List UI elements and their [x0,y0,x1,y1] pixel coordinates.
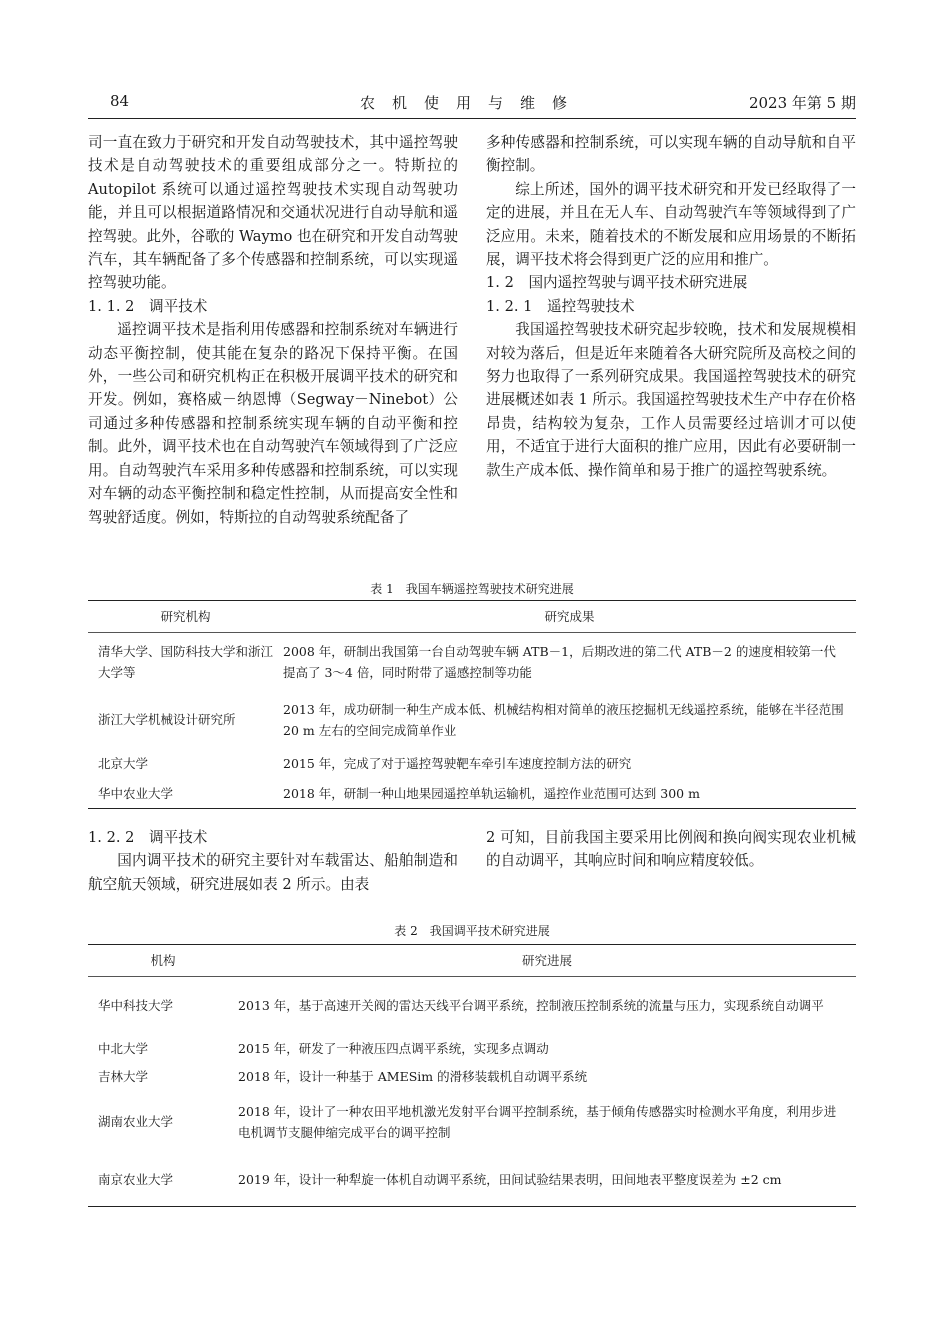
table-cell: 2018 年，设计一种基于 AMESim 的滑移装载机自动调平系统 [238,1069,588,1084]
table-cell: 2015 年，研发了一种液压四点调平系统，实现多点调动 [238,1041,549,1056]
table-row [88,1063,856,1091]
subsection-heading: 1. 2. 1 遥控驾驶技术 [486,297,635,315]
table2 [88,944,856,1207]
table1-caption: 表 1 我国车辆遥控驾驶技术研究进展 [370,582,574,596]
table-header-cell: 研究进展 [238,945,856,977]
table-cell: 湖南农业大学 [98,1114,174,1129]
table-row [88,1091,856,1153]
table-header-cell: 研究机构 [88,601,283,633]
table-header-cell: 机构 [88,945,238,977]
table-row [88,1035,856,1063]
paragraph: 2 可知，目前我国主要采用比例阀和换向阀实现农业机械的自动调平，其响应时间和响应精度较低。 [486,829,856,870]
table-row [88,977,856,1035]
table-row [88,633,856,691]
header-rule [88,118,856,119]
table-cell: 清华大学、国防科技大学和浙江大学等 [98,643,274,680]
table-row [88,749,856,779]
lower-right-column [486,826,856,873]
issue-label: 2023 年第 5 期 [748,94,856,112]
table-row [88,691,856,749]
table-cell: 2019 年，设计一种犁旋一体机自动调平系统，田间试验结果表明，田间地表平整度误差为 ±2 cm [238,1171,782,1187]
paragraph: 综上所述，国外的调平技术研究和开发已经取得了一定的进展，并且在无人车、自动驾驶汽车等领域得到了广泛应用。未来，随着技术的不断发展和应用场景的不断拓展，调平技术将会得到更广泛的应用和推广。 [486,180,856,269]
paragraph: 遥控调平技术是指利用传感器和控制系统对车辆进行动态平衡控制，使其能在复杂的路况下保持平衡。在国外，一些公司和研究机构正在积极开展调平技术的研究和开发。例如，赛格威－纳恩博（Segway－Ninebot）公司通过多种传感器和控制系统实现车辆的自动平衡和控制。此外，调平技术也在自动驾驶汽车领域得到了广泛应用。自动驾驶汽车采用多种传感器和控制系统，可以实现对车辆的动态平衡控制和稳定性控制，从而提高安全性和驾驶舒适度。例如，特斯拉的自动驾驶系统配备了 [88,321,458,526]
table-cell: 2008 年，研制出我国第一台自动驾驶车辆 ATB－1，后期改进的第二代 ATB－2 的速度相较第一代提高了 3～4 倍，同时附带了遥感控制等功能 [283,643,836,680]
table-cell: 浙江大学机械设计研究所 [98,712,236,727]
journal-title: 农机使用与维修 [359,94,584,112]
section-heading: 1. 1. 2 调平技术 [88,297,208,315]
table-cell: 2018 年，研制一种山地果园遥控单轨运输机，遥控作业范围可达到 300 m [283,785,700,801]
running-header [88,92,856,116]
table-cell: 2015 年，完成了对于遥控驾驶靶车牵引车速度控制方法的研究 [283,756,632,771]
subsection-heading: 1. 2. 2 调平技术 [88,829,208,846]
table-cell: 2013 年，基于高速开关阀的雷达天线平台调平系统，控制液压控制系统的流量与压力，实现系统自动调平 [238,998,824,1014]
table-row [88,1153,856,1207]
table-cell: 中北大学 [98,1041,149,1056]
table-cell: 2018 年，设计了一种农田平地机激光发射平台调平控制系统，基于倾角传感器实时检测水平角度，利用步进电机调节支腿伸缩完成平台的调平控制 [238,1103,837,1140]
right-column [486,131,856,482]
table-cell: 2013 年，成功研制一种生产成本低、机械结构相对简单的液压挖掘机无线遥控系统，能够在半径范围 20 m 左右的空间完成简单作业 [283,701,844,738]
table-cell: 北京大学 [98,756,149,771]
paragraph: 国内调平技术的研究主要针对车载雷达、船舶制造和航空航天领域，研究进展如表 2 所示。由表 [88,852,458,893]
page-number: 84 [110,92,130,110]
left-column [88,131,458,529]
table1 [88,600,856,809]
table-cell: 南京农业大学 [98,1171,174,1187]
table-header-row [88,601,856,633]
table-cell: 华中科技大学 [98,998,174,1014]
table-cell: 吉林大学 [98,1069,149,1084]
section-heading: 1. 2 国内遥控驾驶与调平技术研究进展 [486,274,748,292]
table-header-row [88,945,856,977]
paragraph: 我国遥控驾驶技术研究起步较晚，技术和发展规模相对较为落后，但是近年来随着各大研究院所及高校之间的努力也取得了一系列研究成果。我国遥控驾驶技术的研究进展概述如表 1 所示。我国遥控驾驶技术生产中存在价格昂贵，结构较为复杂，工作人员需要经过培训才可以使用，不适宜于进行大面积的推广应用，因此有必要研制一款生产成本低、操作简单和易于推广的遥控驾驶系统。 [486,321,856,479]
table-cell: 华中农业大学 [98,785,174,801]
table-header-cell: 研究成果 [283,601,856,633]
lower-left-column [88,826,458,896]
paragraph: 司一直在致力于研究和开发自动驾驶技术，其中遥控驾驶技术是自动驾驶技术的重要组成部分之一。特斯拉的 Autopilot 系统可以通过遥控驾驶技术实现自动驾驶功能，并且可以根据道路情况和交通状况进行自动导航和遥控驾驶。此外，谷歌的 Waymo 也在研究和开发自动驾驶汽车，其车辆配备了多个传感器和控制系统，可以实现遥控驾驶功能。 [88,134,458,292]
table-row [88,779,856,809]
paragraph: 多种传感器和控制系统，可以实现车辆的自动导航和自平衡控制。 [486,134,856,175]
table2-caption: 表 2 我国调平技术研究进展 [394,924,550,938]
